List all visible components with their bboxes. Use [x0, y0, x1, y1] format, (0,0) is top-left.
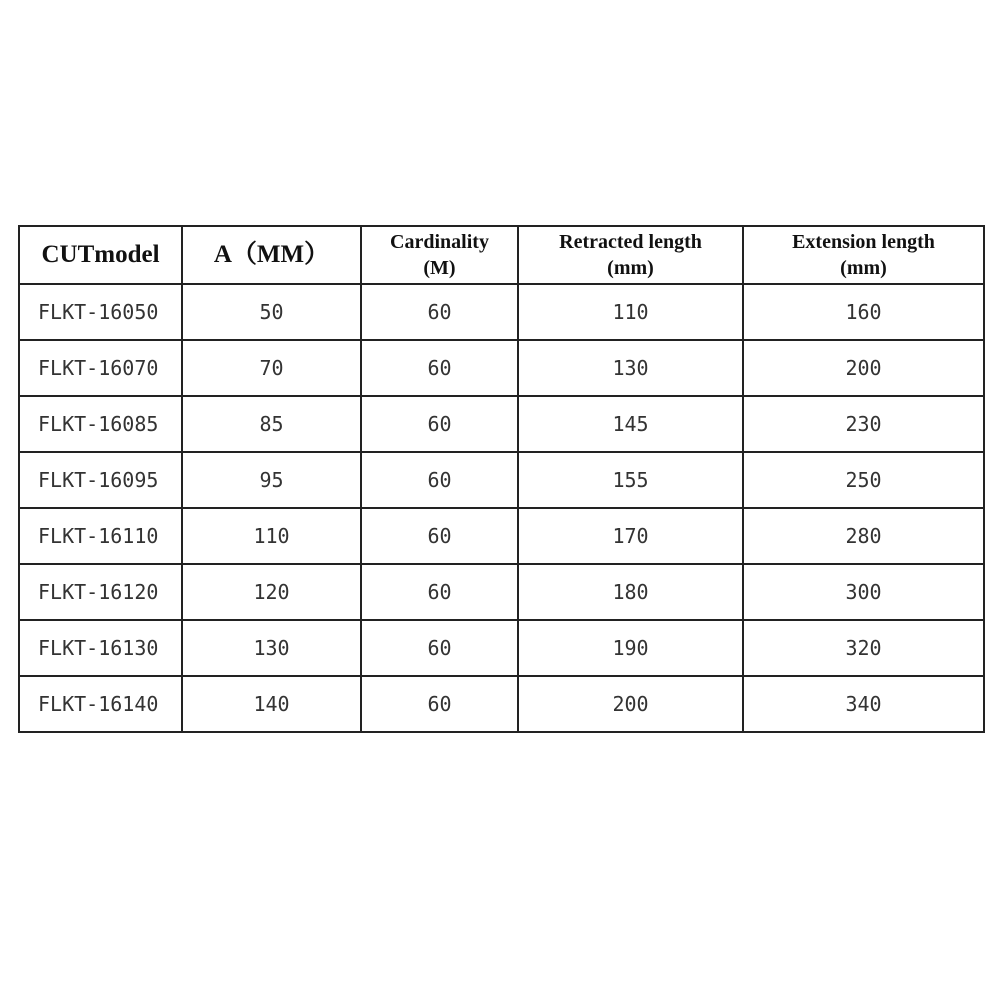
cell-extension-length: 230 [743, 396, 984, 452]
cell-a-mm: 120 [182, 564, 361, 620]
cell-retracted-length: 130 [518, 340, 743, 396]
header-cardinality: Cardinality (M) [361, 226, 518, 284]
cell-cardinality: 60 [361, 452, 518, 508]
cell-cardinality: 60 [361, 284, 518, 340]
table-row [19, 620, 984, 676]
table-row [19, 396, 984, 452]
header-extension-length: Extension length (mm) [743, 226, 984, 284]
table-row [19, 676, 984, 732]
cell-model: FLKT-16070 [19, 340, 182, 396]
cell-a-mm: 130 [182, 620, 361, 676]
cell-extension-length: 280 [743, 508, 984, 564]
cell-cardinality: 60 [361, 508, 518, 564]
cell-model: FLKT-16095 [19, 452, 182, 508]
cell-retracted-length: 180 [518, 564, 743, 620]
cell-cardinality: 60 [361, 396, 518, 452]
table-row [19, 284, 984, 340]
cell-retracted-length: 145 [518, 396, 743, 452]
cell-cardinality: 60 [361, 340, 518, 396]
header-cutmodel: CUTmodel [19, 226, 182, 284]
cell-retracted-length: 155 [518, 452, 743, 508]
header-a-mm: A（MM） [182, 226, 361, 284]
cell-a-mm: 110 [182, 508, 361, 564]
cell-cardinality: 60 [361, 564, 518, 620]
cell-extension-length: 300 [743, 564, 984, 620]
header-row [19, 226, 984, 284]
cell-model: FLKT-16050 [19, 284, 182, 340]
cell-cardinality: 60 [361, 676, 518, 732]
table-row [19, 340, 984, 396]
cell-model: FLKT-16130 [19, 620, 182, 676]
cell-extension-length: 320 [743, 620, 984, 676]
cell-extension-length: 160 [743, 284, 984, 340]
cell-extension-length: 250 [743, 452, 984, 508]
spec-table [18, 225, 985, 733]
cell-retracted-length: 170 [518, 508, 743, 564]
cell-a-mm: 85 [182, 396, 361, 452]
cell-model: FLKT-16085 [19, 396, 182, 452]
cell-retracted-length: 200 [518, 676, 743, 732]
header-retracted-length: Retracted length (mm) [518, 226, 743, 284]
cell-retracted-length: 110 [518, 284, 743, 340]
cell-model: FLKT-16140 [19, 676, 182, 732]
cell-a-mm: 50 [182, 284, 361, 340]
cell-model: FLKT-16120 [19, 564, 182, 620]
cell-cardinality: 60 [361, 620, 518, 676]
cell-a-mm: 140 [182, 676, 361, 732]
cell-extension-length: 340 [743, 676, 984, 732]
table-row [19, 452, 984, 508]
cell-a-mm: 95 [182, 452, 361, 508]
cell-a-mm: 70 [182, 340, 361, 396]
cell-retracted-length: 190 [518, 620, 743, 676]
cell-extension-length: 200 [743, 340, 984, 396]
table-row [19, 508, 984, 564]
cell-model: FLKT-16110 [19, 508, 182, 564]
table-row [19, 564, 984, 620]
